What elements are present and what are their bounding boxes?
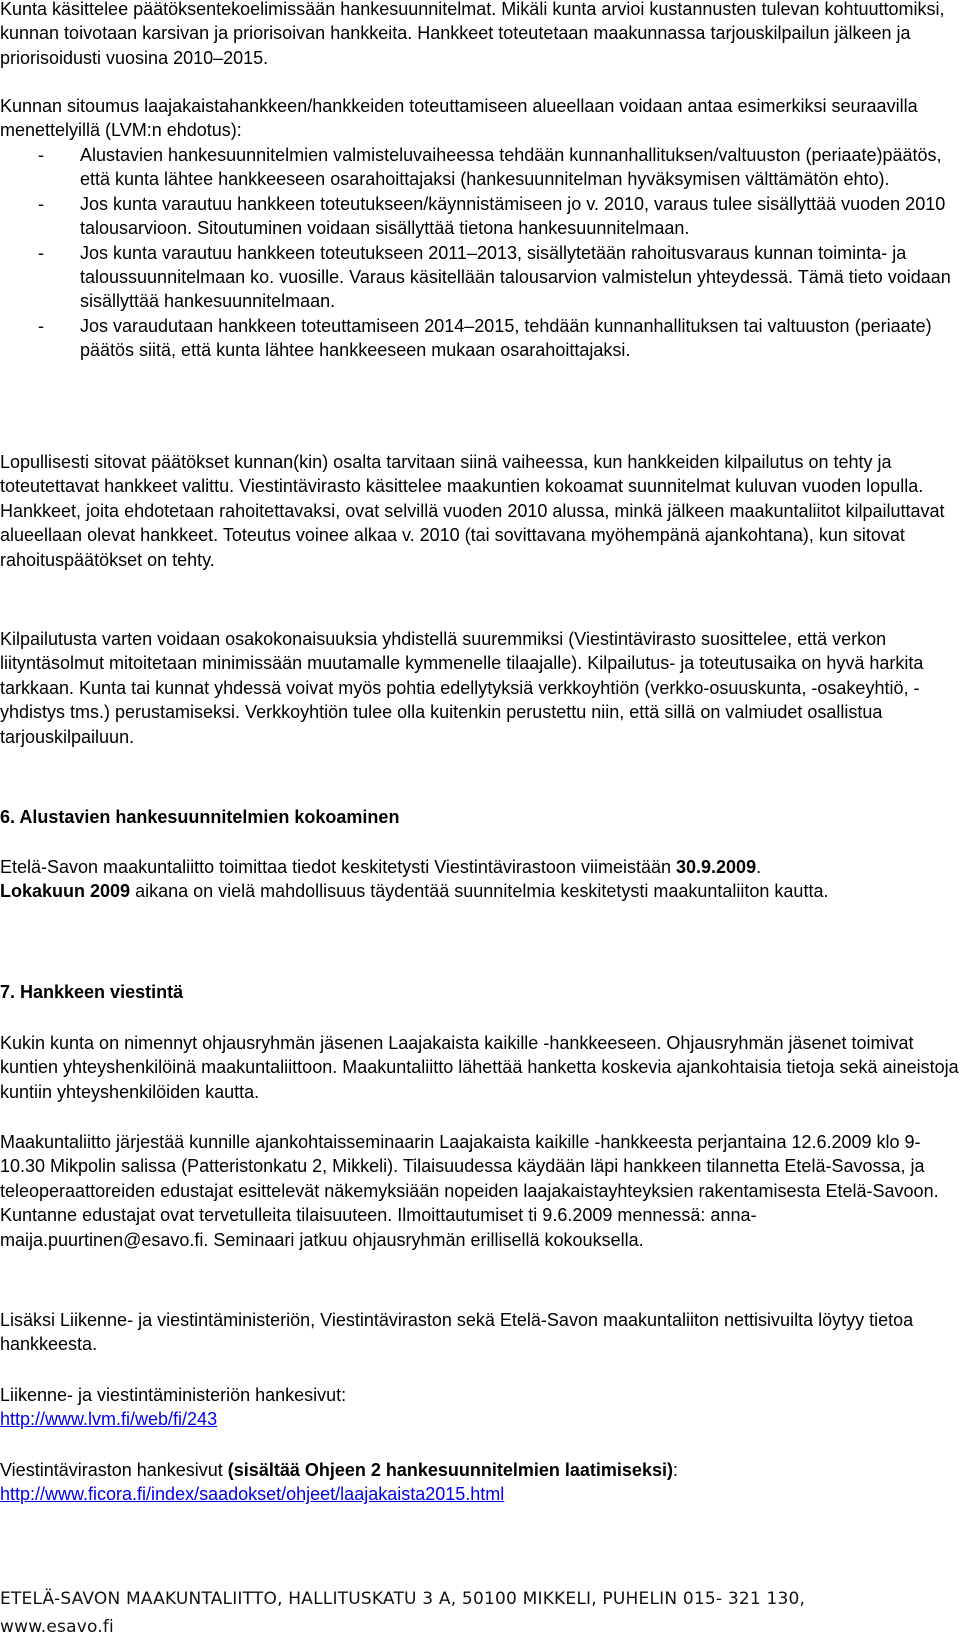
commitment-list [0,143,960,363]
list-item [0,143,960,192]
section-7-paragraph-2: Maakuntaliitto järjestää kunnille ajankohtaisseminaarin Laajakaista kaikille -hankkeesta perjantaina 12.6.2009 klo 9-10.30 Mikpolin salissa (Patteristonkatu 2, Mikkeli). Tilaisuudessa käydään läpi hankkeen tilannetta Etelä-Savossa, ja teleoperaattoreiden edustajat esittelevät näkemyksiään nopeiden laajakaistayhteyksien rakentamisesta Etelä-Savoon. Kuntanne edustajat ovat tervetulleita tilaisuuteen. Ilmoittautumiset ti 9.6.2009 mennessä: anna-maija.puurtinen@esavo.fi. Seminaari jatkuu ohjausryhmän erillisellä kokouksella. [0,1132,939,1250]
final-decisions-paragraph: Lopullisesti sitovat päätökset kunnan(kin) osalta tarvitaan siinä vaiheessa, kun hankkeiden kilpailutus on tehty ja toteutettavat hankkeet valittu. Viestintävirasto käsittelee maakuntien kokoamat suunnitelmat kuluvan vuoden lopulla. Hankkeet, joita ehdotetaan rahoitettavaksi, ovat selvillä vuoden 2010 alussa, minkä jälkeen maakuntaliitot kilpailuttavat alueellaan olevat hankkeet. Toteutus voinee alkaa v. 2010 (tai sovittavana myöhempänä ajankohtana), kun sitovat rahoituspäätökset on tehty. [0,452,945,570]
section-7-paragraph-3: Lisäksi Liikenne- ja viestintäministeriön, Viestintäviraston sekä Etelä-Savon maakuntaliiton nettisivuilta löytyy tietoa hankkeesta. [0,1310,914,1355]
commitment-paragraph: Kunnan sitoumus laajakaistahankkeen/hankkeiden toteuttamiseen alueellaan voidaan antaa esimerkiksi seuraavilla menettelyillä (LVM:n ehdotus): [0,96,918,141]
section-6-text-3: aikana on vielä mahdollisuus täydentää suunnitelmia keskitetysti maakuntaliiton kautta. [130,881,829,902]
section-6-paragraph [0,855,960,904]
section-6-heading: 6. Alustavien hankesuunnitelmien kokoaminen [0,807,400,827]
list-item [0,314,960,363]
list-dash: - [38,193,44,214]
list-item [0,241,960,314]
list-item-text: Jos kunta varautuu hankkeen toteutukseen/käynnistämiseen jo v. 2010, varaus tulee sisällyttää vuoden 2010 talousarvioon. Sitoutuminen voidaan sisällyttää tietona hankesuunnitelmaan. [80,193,946,239]
section-6-text-1: Etelä-Savon maakuntaliitto toimittaa tiedot keskitetysti Viestintävirastoon viimeistään [0,857,676,877]
lvm-label: Liikenne- ja viestintäministeriön hankesivut: [0,1385,347,1405]
competition-paragraph: Kilpailutusta varten voidaan osakokonaisuuksia yhdistellä suuremmiksi (Viestintävirasto suosittelee, että verkon liityntäsolmut mitoitetaan minimissään muutamalle kymmenelle tilaajalle). Kilpailutus- ja toteutusaika on hyvä harkita tarkkaan. Kunta tai kunnat yhdessä voivat myös pohtia edellytyksiä verkkoyhtiön (verkko-osuuskunta, -osakeyhtiö, -yhdistys tms.) perustamiseksi. Verkkoyhtiön tulee olla kuitenkin perustettu niin, että sillä on valmiudet osallistua tarjouskilpailuun. [0,629,924,747]
list-item [0,192,960,241]
section-6-text-2: . [756,857,762,877]
section-7-heading: 7. Hankkeen viestintä [0,982,184,1002]
lvm-links-paragraph [0,1383,960,1432]
footer-address: ETELÄ-SAVON MAAKUNTALIITTO, HALLITUSKATU 3 A, 50100 MIKKELI, PUHELIN 015- 321 130, [0,1589,806,1609]
list-dash: - [38,315,44,336]
list-dash: - [38,242,44,263]
ficora-label: Viestintäviraston hankesivut [0,1460,228,1480]
ficora-note: (sisältää Ohjeen 2 hankesuunnitelmien laatimiseksi) [227,1460,673,1480]
section-6-month: Lokakuun 2009 [0,881,131,902]
lvm-link[interactable]: http://www.lvm.fi/web/fi/243 [0,1409,218,1430]
list-item-text: Jos kunta varautuu hankkeen toteutukseen 2011–2013, sisällytetään rahoitusvaraus kunnan toiminta- ja taloussuunnitelmaan ko. vuosille. Varaus käsitellään talousarvion valmistelun yhteydessä. Tämä tieto voidaan sisällyttää hankesuunnitelmaan. [80,242,951,312]
intro-paragraph: Kunta käsittelee päätöksentekoelimissään hankesuunnitelmat. Mikäli kunta arvioi kustannusten tulevan kohtuuttomiksi, kunnan toivotaan karsivan ja priorisoivan hankkeita. Hankkeet toteutetaan maakunnassa tarjouskilpailun jälkeen ja priorisoidusti vuosina 2010–2015. [0,0,945,68]
list-item-text: Jos varaudutaan hankkeen toteuttamiseen 2014–2015, tehdään kunnanhallituksen tai valtuuston (periaate) päätös siitä, että kunta lähtee hankkeeseen mukaan osarahoittajaksi. [80,315,932,361]
section-7-paragraph-1: Kukin kunta on nimennyt ohjausryhmän jäsenen Laajakaista kaikille -hankkeeseen. Ohjausryhmän jäsenet toimivat kuntien yhteyshenkilöinä maakuntaliittoon. Maakuntaliitto lähettää hanketta koskevia ajankohtaisia tietoja sekä aineistoja kuntiin yhteyshenkilöiden kautta. [0,1033,959,1102]
list-item-text: Alustavien hankesuunnitelmien valmisteluvaiheessa tehdään kunnanhallituksen/valtuuston (periaate)päätös, että kunta lähtee hankkeeseen osarahoittajaksi (hankesuunnitelman hyväksymisen välttämätön ehto). [80,145,942,190]
ficora-colon: : [672,1460,678,1480]
ficora-link[interactable]: http://www.ficora.fi/index/saadokset/ohjeet/laajakaista2015.html [0,1484,505,1505]
list-dash: - [38,145,44,165]
ficora-links-paragraph [0,1458,960,1507]
section-6-deadline: 30.9.2009 [676,857,757,877]
footer-website: www.esavo.fi [0,1617,114,1637]
page-footer [0,1585,960,1641]
